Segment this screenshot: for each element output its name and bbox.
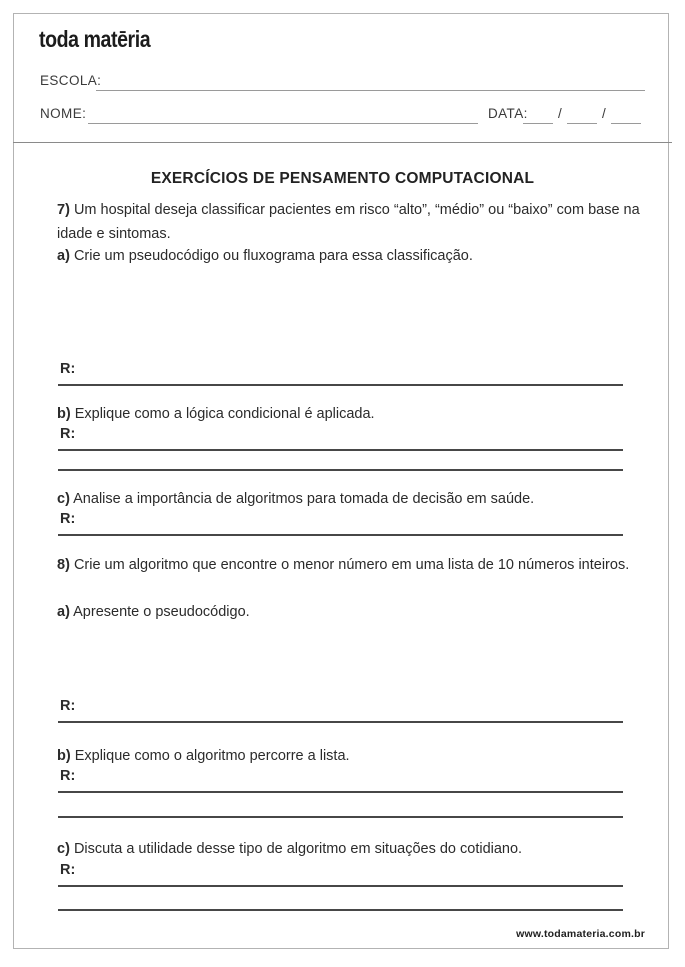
- item-label: a): [57, 604, 70, 620]
- question-7-number: 7): [57, 202, 70, 218]
- question-8-item-c: c) Discuta a utilidade desse tipo de algoritmo em situações do cotidiano.: [57, 841, 523, 857]
- answer-line-7c[interactable]: [58, 511, 623, 536]
- question-7-item-b: b) Explique como a lógica condicional é aplicada.: [57, 406, 375, 422]
- answer-line-8a[interactable]: [58, 698, 623, 723]
- answer-label: R:: [60, 862, 76, 878]
- answer-label: R:: [60, 426, 76, 442]
- date-day-line[interactable]: [523, 123, 553, 124]
- worksheet-title: EXERCÍCIOS DE PENSAMENTO COMPUTACIONAL: [150, 170, 535, 187]
- name-input-line[interactable]: [88, 123, 478, 124]
- question-8-text: 8) Crie um algoritmo que encontre o menor número em uma lista de 10 números inteiros.: [57, 557, 630, 573]
- footer-url: www.todamateria.com.br: [516, 928, 645, 940]
- question-7-item-a: a) Crie um pseudocódigo ou fluxograma para essa classificação.: [57, 248, 473, 264]
- header-divider: [13, 142, 672, 143]
- answer-line-8c-extra[interactable]: [58, 909, 623, 911]
- brand-logo: toda matēria: [39, 26, 151, 52]
- name-label: NOME:: [40, 106, 87, 121]
- answer-line-7a[interactable]: [58, 361, 623, 386]
- item-label: b): [57, 748, 71, 764]
- date-separator-icon: /: [602, 106, 607, 121]
- question-8-item-b: b) Explique como o algoritmo percorre a lista.: [57, 748, 350, 764]
- answer-label: R:: [60, 361, 76, 377]
- school-label: ESCOLA:: [40, 73, 102, 88]
- answer-line-8c[interactable]: [58, 862, 623, 887]
- page-border: [13, 13, 669, 949]
- answer-label: R:: [60, 768, 76, 784]
- item-label: b): [57, 406, 71, 422]
- date-month-line[interactable]: [567, 123, 597, 124]
- date-year-line[interactable]: [611, 123, 641, 124]
- answer-label: R:: [60, 511, 76, 527]
- question-8-item-a: a) Apresente o pseudocódigo.: [57, 604, 250, 620]
- school-input-line[interactable]: [96, 90, 645, 91]
- answer-line-8b-extra[interactable]: [58, 816, 623, 818]
- question-8-number: 8): [57, 557, 70, 573]
- date-label: DATA:: [488, 106, 528, 121]
- question-7-text: 7) Um hospital deseja classificar pacientes em risco “alto”, “médio” ou “baixo” com base na idade e sintomas.: [57, 202, 640, 242]
- date-separator-icon: /: [558, 106, 563, 121]
- item-label: c): [57, 841, 70, 857]
- answer-line-7b-extra[interactable]: [58, 469, 623, 471]
- item-label: a): [57, 248, 70, 264]
- answer-label: R:: [60, 698, 76, 714]
- answer-line-8b[interactable]: [58, 768, 623, 793]
- answer-line-7b[interactable]: [58, 426, 623, 451]
- question-7-item-c: c) Analise a importância de algoritmos para tomada de decisão em saúde.: [57, 491, 535, 507]
- item-label: c): [57, 491, 70, 507]
